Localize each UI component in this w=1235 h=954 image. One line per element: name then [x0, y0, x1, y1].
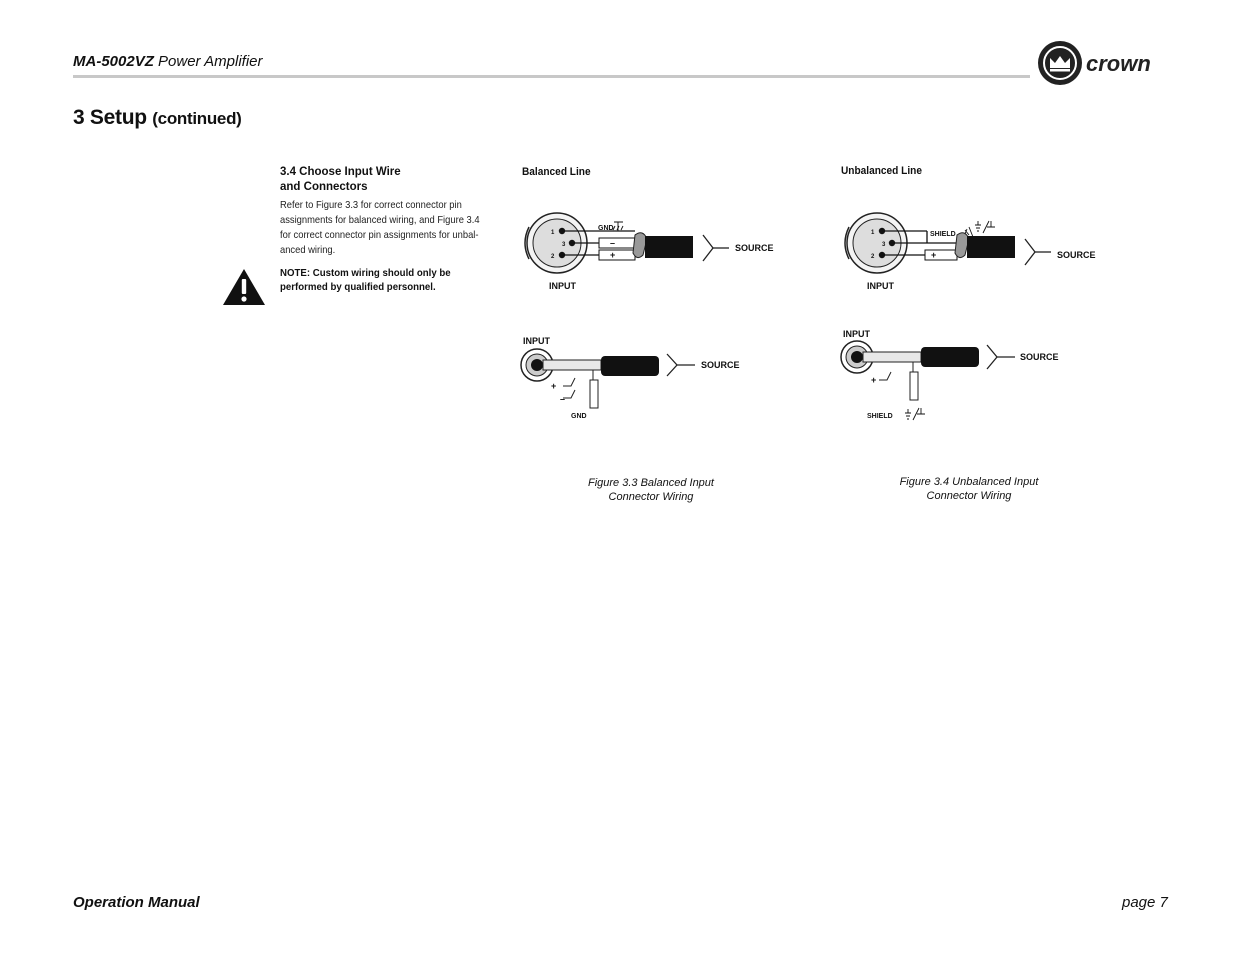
subsection-heading-line2: and Connectors — [280, 181, 368, 193]
section-continued: (continued) — [152, 109, 242, 128]
unbalanced-xlr-input-label: INPUT — [867, 281, 894, 291]
unbalanced-shield-label: SHIELD — [930, 231, 956, 238]
product-name: Power Amplifier — [158, 53, 263, 70]
balanced-xlr-input-label: INPUT — [549, 281, 576, 291]
unbalanced-pin2-label: 2 — [871, 254, 875, 260]
unbalanced-ts-input-label: INPUT — [843, 329, 870, 339]
figure-3-3-caption-line2: Connector Wiring — [608, 491, 694, 503]
figure-3-4-caption-line2: Connector Wiring — [926, 490, 1012, 502]
note-text: NOTE: Custom wiring should only be performed by qualified personnel. — [280, 267, 451, 293]
header-rule — [73, 75, 1030, 78]
section-title — [73, 106, 242, 130]
balanced-plus-label: + — [610, 250, 616, 260]
balanced-minus-label: – — [610, 238, 616, 248]
figure-3-3-caption — [551, 476, 751, 504]
balanced-trs-minus-label: – — [560, 394, 566, 404]
section-title-text: 3 Setup — [73, 106, 147, 129]
balanced-trs-input-label: INPUT — [523, 336, 550, 346]
unbalanced-xlr-diagram — [835, 205, 1115, 300]
balanced-trs-source-label: SOURCE — [701, 360, 740, 370]
figure-3-3-caption-line1: Figure 3.3 Balanced Input — [588, 477, 714, 489]
unbalanced-ts-source-label: SOURCE — [1020, 352, 1059, 362]
unbalanced-plus-label: + — [931, 250, 937, 260]
document-header-title — [73, 53, 263, 70]
balanced-line-label: Balanced Line — [522, 166, 591, 178]
footer-manual-title: Operation Manual — [73, 894, 200, 911]
unbalanced-ts-shield-label: SHIELD — [867, 413, 893, 420]
unbalanced-pin1-label: 1 — [871, 230, 875, 236]
model-name: MA-5002VZ — [73, 53, 154, 70]
brand-logo — [1036, 38, 1186, 88]
subsection-heading-line1: 3.4 Choose Input Wire — [280, 166, 401, 178]
warning-icon — [222, 268, 266, 306]
subsection-heading — [280, 165, 480, 195]
unbalanced-xlr-source-label: SOURCE — [1057, 250, 1096, 260]
balanced-xlr-diagram — [515, 205, 785, 300]
balanced-trs-gnd-label: GND — [571, 413, 587, 420]
unbalanced-ts-plus-label: + — [871, 375, 877, 385]
balanced-pin2-label: 2 — [551, 254, 555, 260]
brand-wordmark: crown — [1086, 51, 1151, 76]
subsection-body: Refer to Figure 3.3 for correct connector pin assignments for balanced wiring, and Figure 3.4 for correct connector pin assignments for unbal-anced wiring. — [280, 200, 480, 256]
unbalanced-pin3-label: 3 — [882, 242, 886, 248]
balanced-pin3-label: 3 — [562, 242, 566, 248]
figure-3-4-caption — [869, 475, 1069, 503]
balanced-trs-diagram — [515, 332, 755, 427]
balanced-gnd-label: GND — [598, 225, 614, 232]
balanced-trs-plus-label: + — [551, 381, 557, 391]
figure-3-4-caption-line1: Figure 3.4 Unbalanced Input — [899, 476, 1039, 488]
unbalanced-ts-diagram — [835, 325, 1075, 425]
balanced-xlr-source-label: SOURCE — [735, 243, 774, 253]
balanced-pin1-label: 1 — [551, 230, 555, 236]
footer-page-number: page 7 — [1122, 894, 1168, 911]
unbalanced-line-label: Unbalanced Line — [841, 165, 922, 177]
